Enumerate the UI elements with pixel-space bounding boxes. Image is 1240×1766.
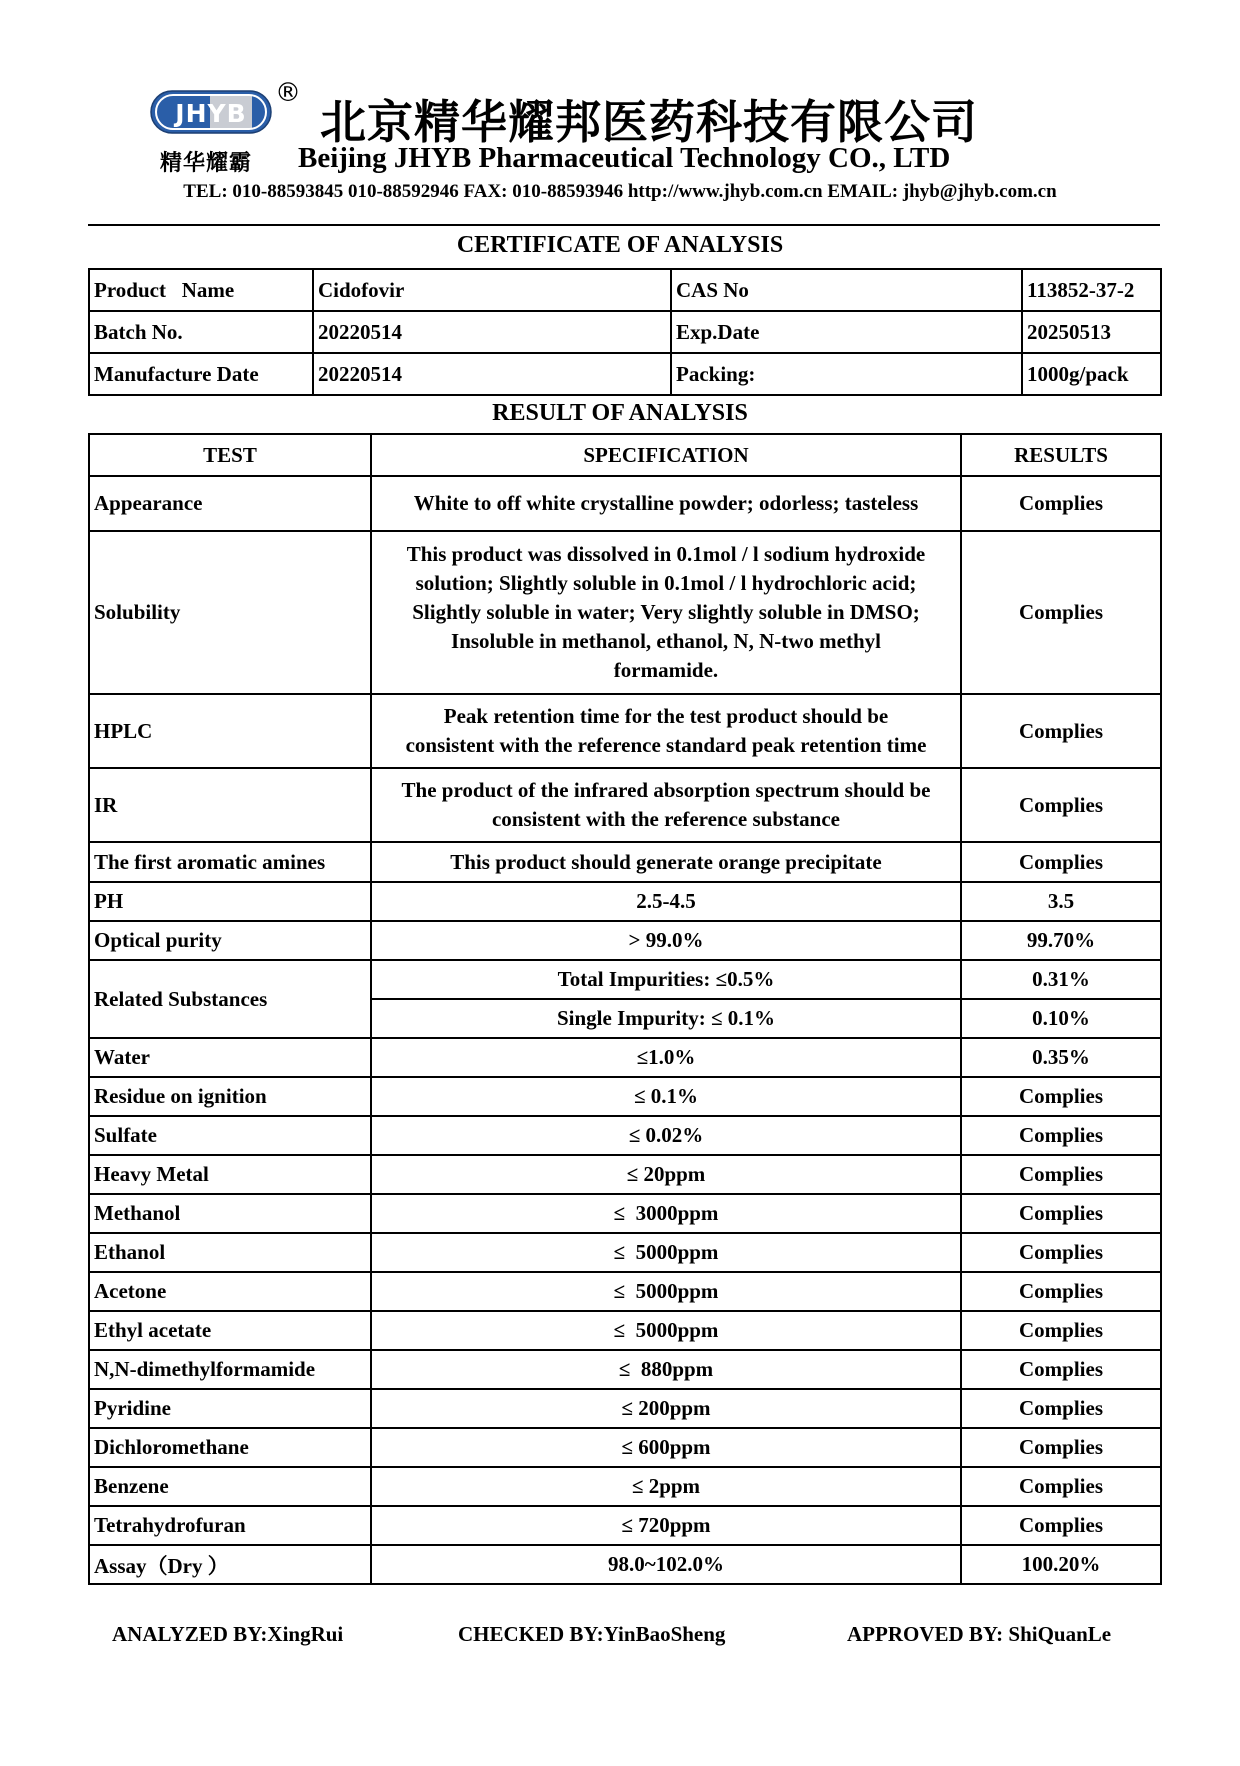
test-result: 99.70% <box>961 921 1161 960</box>
test-name: The first aromatic amines <box>89 842 371 882</box>
table-row <box>89 1545 1161 1584</box>
product-info-table <box>88 268 1162 396</box>
test-result: Complies <box>961 1428 1161 1467</box>
table-row <box>89 1194 1161 1233</box>
packing-value: 1000g/pack <box>1022 353 1161 395</box>
test-name: Water <box>89 1038 371 1077</box>
table-row <box>89 1233 1161 1272</box>
test-name: Benzene <box>89 1467 371 1506</box>
table-row <box>89 960 1161 999</box>
table-row <box>89 882 1161 921</box>
table-row <box>89 1116 1161 1155</box>
header-spec: SPECIFICATION <box>371 434 961 476</box>
info-row <box>89 353 1161 395</box>
test-spec: Total Impurities: ≤0.5% <box>371 960 961 999</box>
spec-line: The product of the infrared absorption spectrum should be <box>401 778 931 802</box>
checked-by: CHECKED BY:YinBaoSheng <box>458 1622 726 1646</box>
test-spec: > 99.0% <box>371 921 961 960</box>
test-spec: ≤ 720ppm <box>371 1506 961 1545</box>
test-result: 0.35% <box>961 1038 1161 1077</box>
test-result: Complies <box>961 1194 1161 1233</box>
registered-mark: ® <box>275 78 301 108</box>
exp-label: Exp.Date <box>671 311 1022 353</box>
spec-line: This product was dissolved in 0.1mol / l sodium hydroxide <box>406 542 926 566</box>
logo-text: JHYB <box>175 99 247 128</box>
batch-label: Batch No. <box>89 311 313 353</box>
batch-value: 20220514 <box>313 311 671 353</box>
test-name: Ethanol <box>89 1233 371 1272</box>
test-name: Sulfate <box>89 1116 371 1155</box>
analyzed-by: ANALYZED BY:XingRui <box>112 1622 344 1646</box>
table-row <box>89 1038 1161 1077</box>
letterhead <box>0 0 1240 258</box>
test-result: 3.5 <box>961 882 1161 921</box>
table-row <box>89 842 1161 882</box>
table-row <box>89 531 1161 694</box>
test-result: 0.10% <box>961 999 1161 1038</box>
spec-line: consistent with the reference standard peak retention time <box>405 733 927 757</box>
cas-value: 113852-37-2 <box>1022 269 1161 311</box>
test-spec: White to off white crystalline powder; odorless; tasteless <box>371 476 961 531</box>
table-row <box>89 1467 1161 1506</box>
company-logo <box>150 90 272 134</box>
table-row <box>89 1389 1161 1428</box>
test-spec <box>371 531 961 694</box>
test-result: Complies <box>961 1233 1161 1272</box>
test-result: 100.20% <box>961 1545 1161 1584</box>
spec-line: Insoluble in methanol, ethanol, N, N-two methyl <box>451 629 881 653</box>
test-spec: ≤ 200ppm <box>371 1389 961 1428</box>
test-name: Assay（Dry ） <box>89 1545 371 1584</box>
test-result: Complies <box>961 842 1161 882</box>
test-result: Complies <box>961 694 1161 768</box>
test-name: Acetone <box>89 1272 371 1311</box>
logo-caption: 精华耀霸 <box>160 151 253 176</box>
header-result: RESULTS <box>961 434 1161 476</box>
test-result: Complies <box>961 1155 1161 1194</box>
spec-line: formamide. <box>613 658 719 682</box>
test-spec: ≤ 0.1% <box>371 1077 961 1116</box>
company-contact: TEL: 010-88593845 010-88592946 FAX: 010-88593946 http://www.jhyb.com.cn EMAIL: jhyb@jhyb.com.cn <box>183 181 1057 202</box>
company-name-en: Beijing JHYB Pharmaceutical Technology CO., LTD <box>298 142 951 174</box>
test-result: Complies <box>961 768 1161 842</box>
result-title: RESULT OF ANALYSIS <box>492 400 748 426</box>
results-header-row <box>89 434 1161 476</box>
test-name: Heavy Metal <box>89 1155 371 1194</box>
mfg-value: 20220514 <box>313 353 671 395</box>
test-name: Appearance <box>89 476 371 531</box>
test-result: Complies <box>961 1311 1161 1350</box>
test-spec <box>371 694 961 768</box>
cas-label: CAS No <box>671 269 1022 311</box>
test-spec: ≤1.0% <box>371 1038 961 1077</box>
test-name: Residue on ignition <box>89 1077 371 1116</box>
table-row <box>89 1077 1161 1116</box>
test-spec: ≤ 600ppm <box>371 1428 961 1467</box>
result-rows <box>89 1038 1161 1584</box>
test-spec <box>371 768 961 842</box>
product-name-value: Cidofovir <box>313 269 671 311</box>
test-name: Related Substances <box>89 960 371 1038</box>
test-name: Dichloromethane <box>89 1428 371 1467</box>
table-row <box>89 1155 1161 1194</box>
table-row <box>89 476 1161 531</box>
test-name: IR <box>89 768 371 842</box>
test-name: Solubility <box>89 531 371 694</box>
results-table <box>88 433 1162 1585</box>
table-row <box>89 1428 1161 1467</box>
header-divider <box>88 224 1160 226</box>
approved-by: APPROVED BY: ShiQuanLe <box>847 1622 1112 1646</box>
spec-line: Slightly soluble in water; Very slightly soluble in DMSO; <box>412 600 920 624</box>
info-row <box>89 269 1161 311</box>
test-spec: ≤ 5000ppm <box>371 1233 961 1272</box>
table-row <box>89 1272 1161 1311</box>
exp-value: 20250513 <box>1022 311 1161 353</box>
test-spec: ≤ 20ppm <box>371 1155 961 1194</box>
table-row <box>89 768 1161 842</box>
test-result: Complies <box>961 1116 1161 1155</box>
test-name: Tetrahydrofuran <box>89 1506 371 1545</box>
table-row <box>89 1506 1161 1545</box>
test-spec: Single Impurity: ≤ 0.1% <box>371 999 961 1038</box>
spec-line: Peak retention time for the test product should be <box>443 704 889 728</box>
company-name-cn: 北京精华耀邦医药科技有限公司 <box>320 95 978 149</box>
test-spec: ≤ 5000ppm <box>371 1272 961 1311</box>
test-name: N,N-dimethylformamide <box>89 1350 371 1389</box>
header-test: TEST <box>89 434 371 476</box>
packing-label: Packing: <box>671 353 1022 395</box>
test-result: Complies <box>961 1506 1161 1545</box>
test-result: 0.31% <box>961 960 1161 999</box>
test-spec: ≤ 3000ppm <box>371 1194 961 1233</box>
test-result: Complies <box>961 1077 1161 1116</box>
test-name: Pyridine <box>89 1389 371 1428</box>
table-row <box>89 1311 1161 1350</box>
test-result: Complies <box>961 531 1161 694</box>
product-name-label: Product Name <box>89 269 313 311</box>
test-spec: ≤ 0.02% <box>371 1116 961 1155</box>
test-name: HPLC <box>89 694 371 768</box>
mfg-label: Manufacture Date <box>89 353 313 395</box>
test-spec: ≤ 2ppm <box>371 1467 961 1506</box>
test-spec: ≤ 880ppm <box>371 1350 961 1389</box>
test-spec: ≤ 5000ppm <box>371 1311 961 1350</box>
test-result: Complies <box>961 1389 1161 1428</box>
test-spec: 98.0~102.0% <box>371 1545 961 1584</box>
spec-line: consistent with the reference substance <box>491 807 840 831</box>
test-name: Optical purity <box>89 921 371 960</box>
table-row <box>89 921 1161 960</box>
spec-line: solution; Slightly soluble in 0.1mol / l hydrochloric acid; <box>415 571 917 595</box>
test-result: Complies <box>961 1467 1161 1506</box>
test-result: Complies <box>961 476 1161 531</box>
table-row <box>89 694 1161 768</box>
test-spec: This product should generate orange precipitate <box>371 842 961 882</box>
document-title: CERTIFICATE OF ANALYSIS <box>456 232 784 258</box>
test-spec: 2.5-4.5 <box>371 882 961 921</box>
test-name: Ethyl acetate <box>89 1311 371 1350</box>
test-name: PH <box>89 882 371 921</box>
table-row <box>89 1350 1161 1389</box>
test-result: Complies <box>961 1350 1161 1389</box>
info-row <box>89 311 1161 353</box>
test-result: Complies <box>961 1272 1161 1311</box>
test-name: Methanol <box>89 1194 371 1233</box>
